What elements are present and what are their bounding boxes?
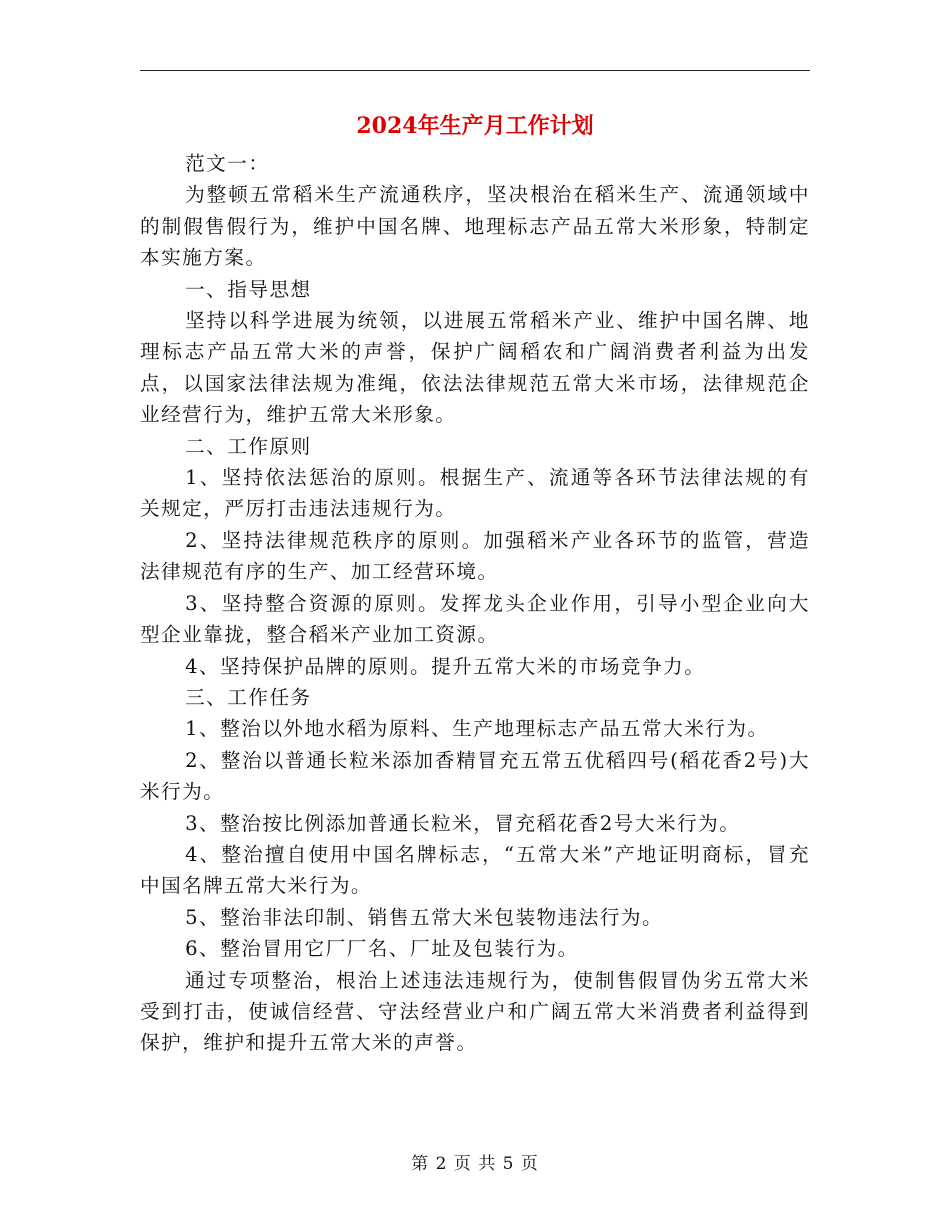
task-item: 6、整治冒用它厂厂名、厂址及包装行为。 (185, 937, 579, 961)
section-heading-principles: 二、工作原则 (185, 434, 312, 458)
paragraph-intro: 为整顿五常稻米生产流通秩序，坚决根治在稻米生产、流通领域中的制假售假行为，维护中国名牌、地理标志产品五常大米形象，特制定本实施方案。 (140, 183, 810, 270)
paragraph-guiding: 坚持以科学进展为统领，以进展五常稻米产业、维护中国名牌、地理标志产品五常大米的声誉，保护广阔稻农和广阔消费者利益为出发点，以国家法律法规为准绳，依法法律规范五常大米市场，法律规范企业经营行为，维护五常大米形象。 (140, 309, 810, 427)
task-item: 5、整治非法印制、销售五常大米包装物违法行为。 (185, 905, 664, 929)
page-indicator: 第 2 页 共 5 页 (411, 1154, 539, 1174)
principle-item: 2、坚持法律规范秩序的原则。加强稻米产业各环节的监管，营造法律规范有序的生产、加工经营环境。 (140, 528, 810, 584)
task-item: 4、整治擅自使用中国名牌标志，“五常大米”产地证明商标，冒充中国名牌五常大米行为。 (140, 842, 810, 898)
section-heading-tasks: 三、工作任务 (185, 685, 312, 709)
header-rule (140, 70, 810, 71)
task-item: 2、整治以普通长粒米添加香精冒充五常五优稻四号(稻花香2号)大米行为。 (140, 748, 810, 804)
principle-item: 4、坚持保护品牌的原则。提升五常大米的市场竞争力。 (185, 654, 706, 678)
paragraph-heading-sample: 范文一： (185, 152, 270, 175)
task-item: 1、整治以外地水稻为原料、生产地理标志产品五常大米行为。 (185, 717, 769, 741)
section-heading-guiding: 一、指导思想 (185, 277, 312, 301)
document-title: 2024年生产月工作计划 (356, 113, 594, 139)
document-body (140, 148, 810, 1059)
task-item: 3、整治按比例添加普通长粒米，冒充稻花香2号大米行为。 (185, 811, 741, 835)
principle-item: 1、坚持依法惩治的原则。根据生产、流通等各环节法律法规的有关规定，严厉打击违法违规行为。 (140, 466, 810, 521)
paragraph-conclusion: 通过专项整治，根治上述违法违规行为，使制售假冒伪劣五常大米受到打击，使诚信经营、守法经营业户和广阔五常大米消费者利益得到保护，维护和提升五常大米的声誉。 (140, 968, 810, 1055)
principle-item: 3、坚持整合资源的原则。发挥龙头企业作用，引导小型企业向大型企业靠拢，整合稻米产业加工资源。 (140, 591, 810, 647)
